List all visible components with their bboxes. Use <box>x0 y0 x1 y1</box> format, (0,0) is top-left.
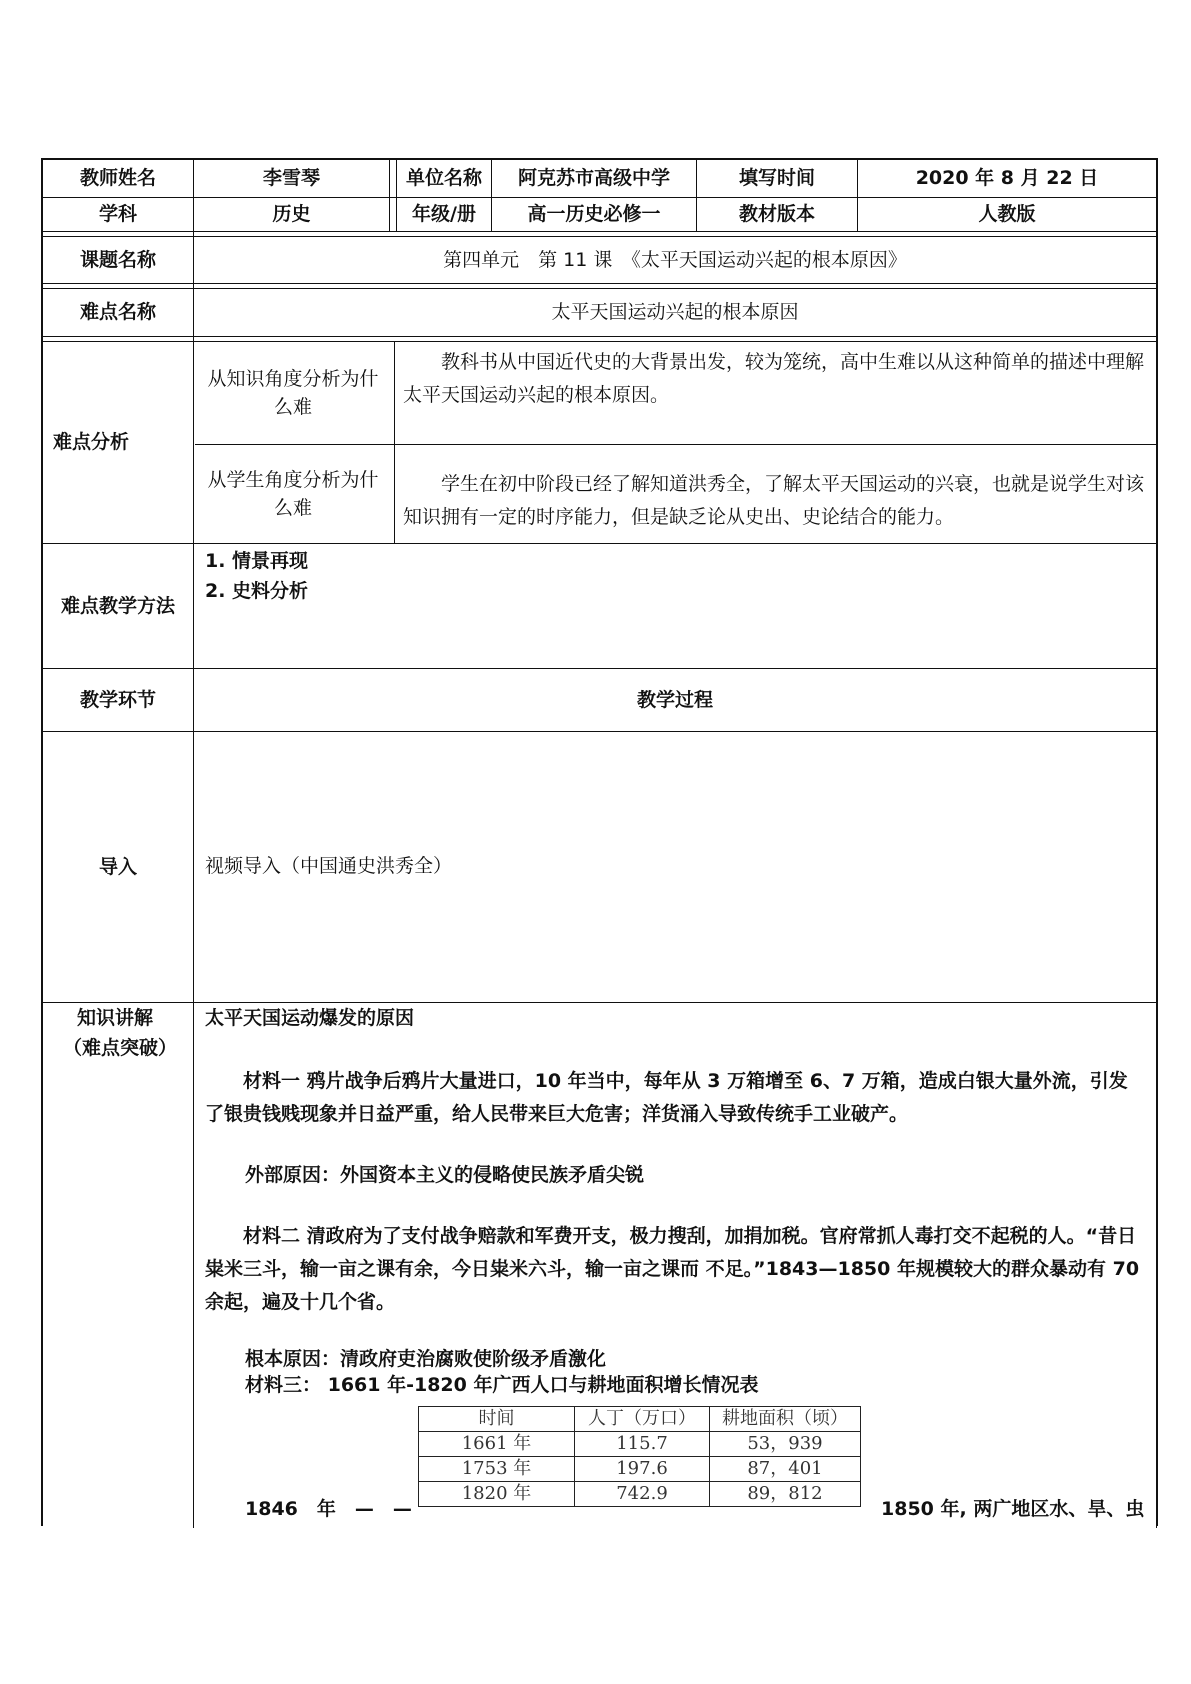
tail-right-text: 1850 年, 两广地区水、旱、虫 <box>881 1498 1145 1520</box>
table-row <box>419 1457 861 1482</box>
table-cell: 115.7 <box>575 1432 710 1457</box>
knowledge-angle-label: 从知识角度分析为什么难 <box>207 367 379 418</box>
table-header-cell: 时间 <box>419 1407 575 1432</box>
fill-date-value: 2020 年 8 月 22 日 <box>915 167 1099 190</box>
subject-label: 学科 <box>98 203 137 226</box>
teacher-name-label: 教师姓名 <box>79 167 156 190</box>
unit-name-label: 单位名称 <box>405 167 482 190</box>
material-3-title: 材料三： 1661 年-1820 年广西人口与耕地面积增长情况表 <box>245 1374 759 1396</box>
table-header-cell: 耕地面积（顷） <box>710 1407 861 1432</box>
student-angle-label: 从学生角度分析为什么难 <box>207 468 379 519</box>
method-item-1: 1. 情景再现 <box>205 550 309 572</box>
table-cell: 53，939 <box>710 1432 861 1457</box>
intro-text: 视频导入（中国通史洪秀全） <box>205 855 453 877</box>
table-cell: 1820 年 <box>419 1482 575 1507</box>
table-cell: 1661 年 <box>419 1432 575 1457</box>
intro-label: 导入 <box>98 855 137 878</box>
lecture-heading: 太平天国运动爆发的原因 <box>205 1007 415 1029</box>
difficulty-value: 太平天国运动兴起的根本原因 <box>551 301 799 324</box>
topic-label: 课题名称 <box>79 248 156 271</box>
table-header-cell: 人丁（万口） <box>575 1407 710 1432</box>
textbook-version-value: 人教版 <box>978 203 1036 226</box>
teaching-stage-label: 教学环节 <box>79 688 156 711</box>
table-cell: 742.9 <box>575 1482 710 1507</box>
analysis-label: 难点分析 <box>53 431 130 454</box>
textbook-version-label: 教材版本 <box>738 203 815 226</box>
student-angle-text: 学生在初中阶段已经了解知道洪秀全，了解太平天国运动的兴衰，也就是说学生对该知识拥有一定的时序能力，但是缺乏论从史出、史论结合的能力。 <box>403 473 1145 528</box>
tail-left-text: 1846 年 — — <box>245 1498 412 1520</box>
table-cell: 197.6 <box>575 1457 710 1482</box>
root-cause: 根本原因：清政府吏治腐败使阶级矛盾激化 <box>245 1348 607 1370</box>
method-label: 难点教学方法 <box>60 594 175 617</box>
material-1: 材料一 鸦片战争后鸦片大量进口，10 年当中，每年从 3 万箱增至 6、7 万箱，造成白银大量外流，引发了银贵钱贱现象并日益严重，给人民带来巨大危害；洋货涌入导致传统手工业破产。 <box>205 1070 1128 1125</box>
table-cell: 1753 年 <box>419 1457 575 1482</box>
subject-value: 历史 <box>272 203 311 226</box>
external-cause: 外部原因：外国资本主义的侵略使民族矛盾尖锐 <box>245 1164 645 1186</box>
knowledge-angle-text: 教科书从中国近代史的大背景出发，较为笼统，高中生难以从这种简单的描述中理解太平天国运动兴起的根本原因。 <box>403 351 1145 406</box>
teacher-name-value: 李雪琴 <box>262 167 320 190</box>
table-header-row <box>419 1407 861 1432</box>
grade-label: 年级/册 <box>412 203 476 226</box>
lecture-label: 知识讲解 <box>77 1007 154 1029</box>
unit-name-value: 阿克苏市高级中学 <box>517 167 670 190</box>
table-cell: 89，812 <box>710 1482 861 1507</box>
teaching-process-label: 教学过程 <box>636 688 713 711</box>
table-cell: 87，401 <box>710 1457 861 1482</box>
topic-value: 第四单元 第 11 课 《太平天国运动兴起的根本原因》 <box>443 248 907 271</box>
lecture-sublabel: （难点突破） <box>63 1037 178 1059</box>
difficulty-label: 难点名称 <box>79 301 156 324</box>
lesson-plan-table <box>41 158 1158 1526</box>
grade-value: 高一历史必修一 <box>527 203 661 226</box>
fill-date-label: 填写时间 <box>738 167 815 190</box>
material-2: 材料二 清政府为了支付战争赔款和军费开支，极力搜刮，加捐加税。官府常抓人毒打交不起税的人。“昔日粜米三斗，输一亩之课有余，今日粜米六斗，输一亩之课而 不足。”1843—1850 年规模较大的群众暴动有 70 余起，遍及十几个省。 <box>205 1225 1140 1313</box>
table-row <box>419 1482 861 1507</box>
method-item-2: 2. 史料分析 <box>205 580 309 602</box>
table-row <box>419 1432 861 1457</box>
population-farmland-table <box>418 1406 861 1507</box>
